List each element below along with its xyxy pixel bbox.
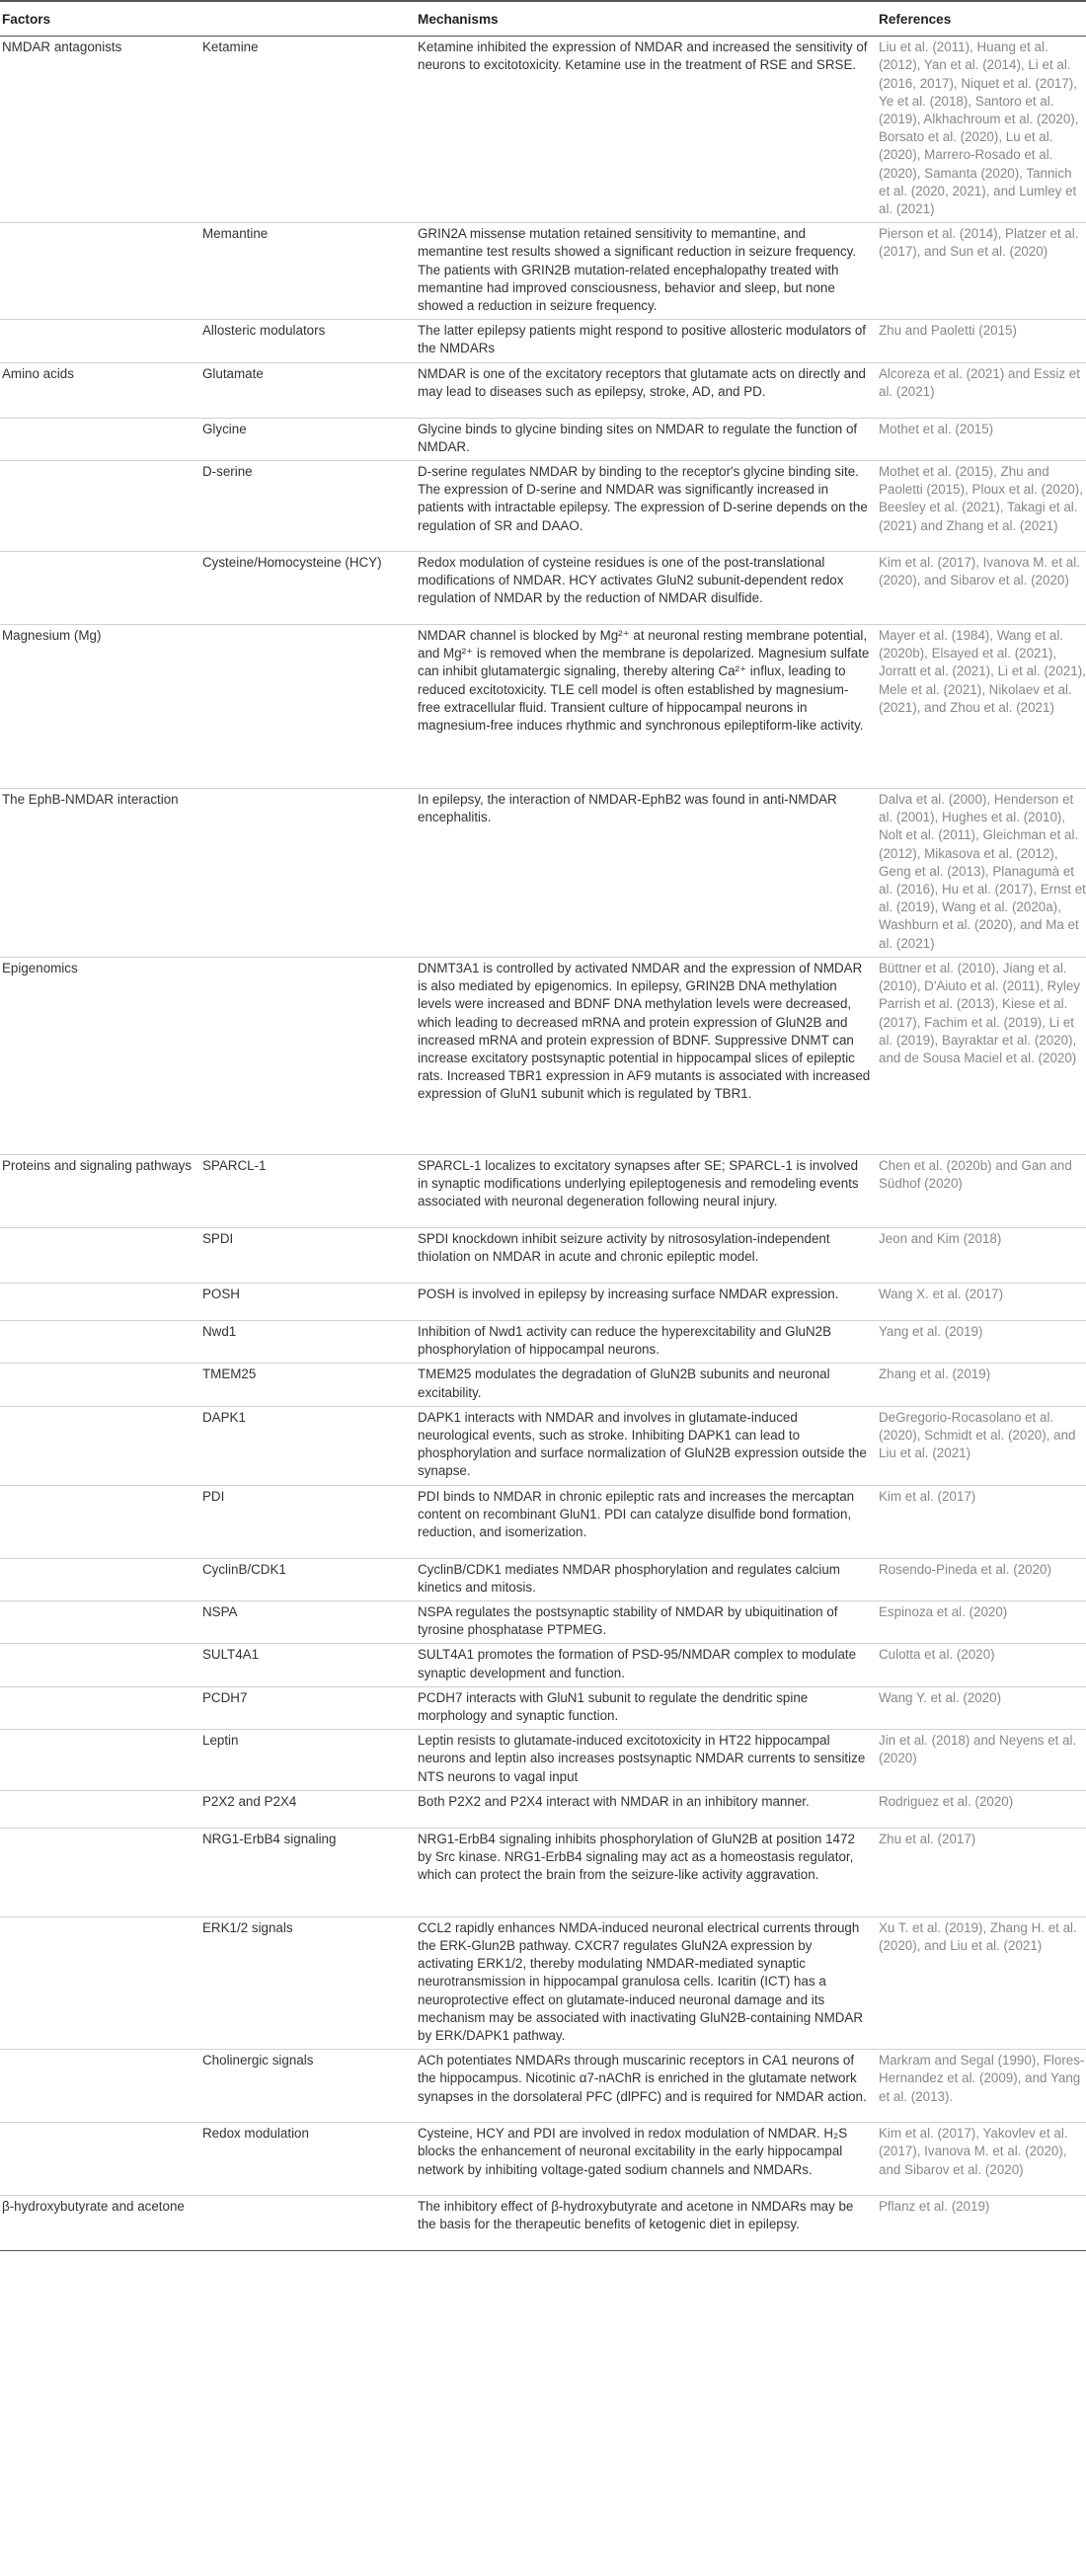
mechanism-cell: SPDI knockdown inhibit seizure activity by nitrososylation-independent thiolation on NMDAR in acute and chronic epileptic model. [418,1227,879,1283]
table-row [0,1644,1086,1686]
table-row [0,362,1086,418]
reference-cell: Chen et al. (2020b) and Gan and Südhof (2020) [879,1154,1086,1227]
reference-cell: Liu et al. (2011), Huang et al. (2012), Yan et al. (2014), Li et al. (2016, 2017), Niquet et al. (2017), Ye et al. (2018), Santoro et al. (2019), Alkhachroum et al. (2020), Borsato et al. (2020), Lu et al. (2020), Marrero-Rosado et al. (2020), Samanta (2020), Tannich et al. (2020, 2021), and Lumley et al. (2021) [879,37,1086,223]
factor-cell [0,1828,202,1916]
mechanism-cell: PCDH7 interacts with GluN1 subunit to regulate the dendritic spine morphology and synaptic function. [418,1686,879,1729]
subfactor-cell: Cysteine/Homocysteine (HCY) [202,552,418,625]
table-row [0,625,1086,789]
reference-cell: Kim et al. (2017) [879,1485,1086,1558]
reference-cell: Büttner et al. (2010), Jiang et al. (2010), D'Aiuto et al. (2011), Ryley Parrish et al. (2013), Kiese et al. (2017), Fachim et al. (2019), Li et al. (2019), Bayraktar et al. (2020), and de Sousa Maciel et al. (2020) [879,957,1086,1154]
subfactor-cell: Allosteric modulators [202,320,418,362]
reference-cell: Mothet et al. (2015), Zhu and Paoletti (2015), Ploux et al. (2020), Beesley et al. (2021), Takagi et al. (2021) and Zhang et al. (2021) [879,461,1086,552]
subfactor-cell: PCDH7 [202,1686,418,1729]
subfactor-cell: DAPK1 [202,1406,418,1485]
factor-cell: Magnesium (Mg) [0,625,202,789]
subfactor-cell: Nwd1 [202,1320,418,1363]
mechanism-cell: Ketamine inhibited the expression of NMDAR and increased the sensitivity of neurons to excitotoxicity. Ketamine use in the treatment of RSE and SRSE. [418,37,879,223]
factor-cell: β-hydroxybutyrate and acetone [0,2196,202,2251]
table-row [0,1600,1086,1643]
reference-cell: Xu T. et al. (2019), Zhang H. et al. (2020), and Liu et al. (2021) [879,1916,1086,2049]
subfactor-cell: Leptin [202,1730,418,1791]
factor-cell [0,223,202,320]
reference-cell: Kim et al. (2017), Ivanova M. et al. (2020), and Sibarov et al. (2020) [879,552,1086,625]
factor-cell [0,418,202,460]
table-row [0,1485,1086,1558]
reference-cell: Pflanz et al. (2019) [879,2196,1086,2251]
subfactor-cell: CyclinB/CDK1 [202,1558,418,1600]
reference-cell: DeGregorio-Rocasolano et al. (2020), Schmidt et al. (2020), and Liu et al. (2021) [879,1406,1086,1485]
table-row [0,1283,1086,1320]
factor-cell [0,1406,202,1485]
reference-cell: Mayer et al. (1984), Wang et al. (2020b), Elsayed et al. (2021), Jorratt et al. (2021), Li et al. (2021), Mele et al. (2021), Nikolaev et al. (2021), and Zhou et al. (2021) [879,625,1086,789]
mechanism-cell: ACh potentiates NMDARs through muscarinic receptors in CA1 neurons of the hippocampus. Nicotinic α7-nAChR is enriched in the glutamate network synapses in the dorsolateral PFC (dlPFC) and is required for NMDAR action. [418,2050,879,2123]
table-row [0,2196,1086,2251]
factor-cell: Epigenomics [0,957,202,1154]
table-row [0,1227,1086,1283]
header-references: References [879,1,1086,37]
mechanism-cell: NRG1-ErbB4 signaling inhibits phosphorylation of GluN2B at position 1472 by Src kinase. NRG1-ErbB4 signaling may act as a homeostasis regulator, which can protect the brain from the seizure-like activity aggravation. [418,1828,879,1916]
table-row [0,957,1086,1154]
factor-cell [0,461,202,552]
mechanism-cell: DAPK1 interacts with NMDAR and involves in glutamate-induced neurological events, such as stroke. Inhibiting DAPK1 can lead to phosphorylation and surface normalization of GluN2B expression outside the synapse. [418,1406,879,1485]
factor-cell [0,1916,202,2049]
table-row [0,552,1086,625]
factor-cell: NMDAR antagonists [0,37,202,223]
table-row [0,1828,1086,1916]
factor-cell: Amino acids [0,362,202,418]
subfactor-cell: P2X2 and P2X4 [202,1790,418,1828]
table-row [0,1558,1086,1600]
mechanism-cell: TMEM25 modulates the degradation of GluN2B subunits and neuronal excitability. [418,1364,879,1406]
subfactor-cell [202,2196,418,2251]
factor-cell [0,552,202,625]
reference-cell: Wang X. et al. (2017) [879,1283,1086,1320]
mechanism-cell: In epilepsy, the interaction of NMDAR-EphB2 was found in anti-NMDAR encephalitis. [418,789,879,958]
header-mechanisms: Mechanisms [418,1,879,37]
mechanism-cell: The latter epilepsy patients might respond to positive allosteric modulators of the NMDARs [418,320,879,362]
reference-cell: Rodriguez et al. (2020) [879,1790,1086,1828]
factor-cell [0,2050,202,2123]
reference-cell: Pierson et al. (2014), Platzer et al. (2017), and Sun et al. (2020) [879,223,1086,320]
subfactor-cell: PDI [202,1485,418,1558]
subfactor-cell: D-serine [202,461,418,552]
table-row [0,223,1086,320]
subfactor-cell: TMEM25 [202,1364,418,1406]
factor-cell [0,1485,202,1558]
mechanism-cell: GRIN2A missense mutation retained sensitivity to memantine, and memantine test results showed a significant reduction in seizure frequency. The patients with GRIN2B mutation-related encephalopathy treated with memantine had improved consciousness, behavior and sleep, but none showed a reduction in seizure frequency. [418,223,879,320]
table-row [0,789,1086,958]
table-row [0,418,1086,460]
table-row [0,2123,1086,2196]
reference-cell: Markram and Segal (1990), Flores-Hernandez et al. (2009), and Yang et al. (2013). [879,2050,1086,2123]
subfactor-cell: Redox modulation [202,2123,418,2196]
table-row [0,1730,1086,1791]
factor-cell [0,1730,202,1791]
subfactor-cell: Ketamine [202,37,418,223]
subfactor-cell: NSPA [202,1600,418,1643]
subfactor-cell [202,957,418,1154]
header-factors: Factors [0,1,202,37]
reference-cell: Espinoza et al. (2020) [879,1600,1086,1643]
factor-cell [0,2123,202,2196]
factor-cell [0,1790,202,1828]
mechanism-cell: NMDAR is one of the excitatory receptors that glutamate acts on directly and may lead to diseases such as epilepsy, stroke, AD, and PD. [418,362,879,418]
factor-cell [0,1644,202,1686]
reference-cell: Jeon and Kim (2018) [879,1227,1086,1283]
table-row [0,1686,1086,1729]
mechanism-cell: D-serine regulates NMDAR by binding to the receptor's glycine binding site. The expression of D-serine and NMDAR was significantly increased in patients with intractable epilepsy. The expression of D-serine depends on the regulation of SR and DAAO. [418,461,879,552]
subfactor-cell: Glycine [202,418,418,460]
mechanism-cell: DNMT3A1 is controlled by activated NMDAR and the expression of NMDAR is also mediated by epigenomics. In epilepsy, GRIN2B DNA methylation levels were increased and BDNF DNA methylation levels were decreased, which leading to decreased mRNA and protein expression of GluN2B and increased mRNA and protein expression of BDNF. Suppressive DNMT can increase excitatory postsynaptic potential in hippocampal slices of epileptic rats. Increased TBR1 expression in AF9 mutants is associated with increased expression of GluN1 subunit which is regulated by TBR1. [418,957,879,1154]
reference-cell: Alcoreza et al. (2021) and Essiz et al. (2021) [879,362,1086,418]
factor-cell [0,1364,202,1406]
factor-cell [0,1686,202,1729]
subfactor-cell: SULT4A1 [202,1644,418,1686]
subfactor-cell: SPARCL-1 [202,1154,418,1227]
table-row [0,1364,1086,1406]
factor-cell [0,320,202,362]
reference-cell: Yang et al. (2019) [879,1320,1086,1363]
subfactor-cell: Glutamate [202,362,418,418]
factor-cell: Proteins and signaling pathways [0,1154,202,1227]
subfactor-cell [202,625,418,789]
subfactor-cell: Cholinergic signals [202,2050,418,2123]
table-row [0,1154,1086,1227]
reference-cell: Mothet et al. (2015) [879,418,1086,460]
mechanism-cell: Glycine binds to glycine binding sites on NMDAR to regulate the function of NMDAR. [418,418,879,460]
header-row [0,1,1086,37]
reference-cell: Wang Y. et al. (2020) [879,1686,1086,1729]
reference-cell: Dalva et al. (2000), Henderson et al. (2001), Hughes et al. (2010), Nolt et al. (2011), Gleichman et al. (2012), Mikasova et al. (2012), Geng et al. (2013), Planagumà et al. (2016), Hu et al. (2017), Ernst et al. (2019), Wang et al. (2020a), Washburn et al. (2020), and Ma et al. (2021) [879,789,1086,958]
mechanism-cell: Leptin resists to glutamate-induced excitotoxicity in HT22 hippocampal neurons and leptin also increases postsynaptic NMDAR currents to sensitize NTS neurons to vagal input [418,1730,879,1791]
reference-cell: Kim et al. (2017), Yakovlev et al. (2017), Ivanova M. et al. (2020), and Sibarov et al. (2020) [879,2123,1086,2196]
reference-cell: Jin et al. (2018) and Neyens et al. (2020) [879,1730,1086,1791]
mechanism-cell: SPARCL-1 localizes to excitatory synapses after SE; SPARCL-1 is involved in synaptic modifications underlying epileptogenesis and remodeling events associated with neuronal degeneration following neural injury. [418,1154,879,1227]
reference-cell: Zhang et al. (2019) [879,1364,1086,1406]
subfactor-cell [202,789,418,958]
subfactor-cell: ERK1/2 signals [202,1916,418,2049]
factor-cell: The EphB-NMDAR interaction [0,789,202,958]
factor-cell [0,1283,202,1320]
header-subfactor [202,1,418,37]
reference-cell: Zhu and Paoletti (2015) [879,320,1086,362]
subfactor-cell: NRG1-ErbB4 signaling [202,1828,418,1916]
mechanism-cell: Cysteine, HCY and PDI are involved in redox modulation of NMDAR. H₂S blocks the enhancement of neuronal excitability in the early hippocampal network by inhibiting voltage-gated sodium channels and NMDARs. [418,2123,879,2196]
mechanism-cell: SULT4A1 promotes the formation of PSD-95/NMDAR complex to modulate synaptic development and function. [418,1644,879,1686]
reference-cell: Culotta et al. (2020) [879,1644,1086,1686]
mechanism-cell: The inhibitory effect of β-hydroxybutyrate and acetone in NMDARs may be the basis for the therapeutic benefits of ketogenic diet in epilepsy. [418,2196,879,2251]
table-row [0,1406,1086,1485]
factor-cell [0,1227,202,1283]
subfactor-cell: Memantine [202,223,418,320]
mechanism-cell: POSH is involved in epilepsy by increasing surface NMDAR expression. [418,1283,879,1320]
mechanism-cell: Both P2X2 and P2X4 interact with NMDAR in an inhibitory manner. [418,1790,879,1828]
table-row [0,320,1086,362]
mechanism-cell: Redox modulation of cysteine residues is one of the post-translational modifications of NMDAR. HCY activates GluN2 subunit-dependent redox regulation of NMDAR by the reduction of NMDAR disulfide. [418,552,879,625]
reference-cell: Rosendo-Pineda et al. (2020) [879,1558,1086,1600]
factor-cell [0,1558,202,1600]
table-row [0,1320,1086,1363]
mechanism-cell: PDI binds to NMDAR in chronic epileptic rats and increases the mercaptan content on recombinant GluN1. PDI can catalyze disulfide bond formation, reduction, and isomerization. [418,1485,879,1558]
table-row [0,2050,1086,2123]
factor-cell [0,1600,202,1643]
subfactor-cell: SPDI [202,1227,418,1283]
mechanism-cell: Inhibition of Nwd1 activity can reduce the hyperexcitability and GluN2B phosphorylation of hippocampal neurons. [418,1320,879,1363]
table-row [0,1916,1086,2049]
mechanism-cell: NSPA regulates the postsynaptic stability of NMDAR by ubiquitination of tyrosine phosphatase PTPMEG. [418,1600,879,1643]
mechanism-cell: CyclinB/CDK1 mediates NMDAR phosphorylation and regulates calcium kinetics and mitosis. [418,1558,879,1600]
table-row [0,461,1086,552]
subfactor-cell: POSH [202,1283,418,1320]
factor-cell [0,1320,202,1363]
table-row [0,1790,1086,1828]
mechanism-cell: NMDAR channel is blocked by Mg²⁺ at neuronal resting membrane potential, and Mg²⁺ is removed when the membrane is depolarized. Magnesium sulfate can inhibit glutamatergic signaling, thereby altering Ca²⁺ influx, leading to reduced excitotoxicity. TLE cell model is often established by magnesium-free extracellular fluid. Transient culture of hippocampal neurons in magnesium-free induces rhythmic and synchronous epileptiform-like activity. [418,625,879,789]
reference-cell: Zhu et al. (2017) [879,1828,1086,1916]
table-row [0,37,1086,223]
mechanism-cell: CCL2 rapidly enhances NMDA-induced neuronal electrical currents through the ERK-Glun2B pathway. CXCR7 regulates GluN2A expression by activating ERK1/2, thereby modulating NMDAR-mediated synaptic neurotransmission in hippocampal granulosa cells. Icaritin (ICT) has a neuroprotective effect on glutamate-induced neuronal damage and its mechanism may be associated with inactivating GluN2B-containing NMDAR by ERK/DAPK1 pathway. [418,1916,879,2049]
